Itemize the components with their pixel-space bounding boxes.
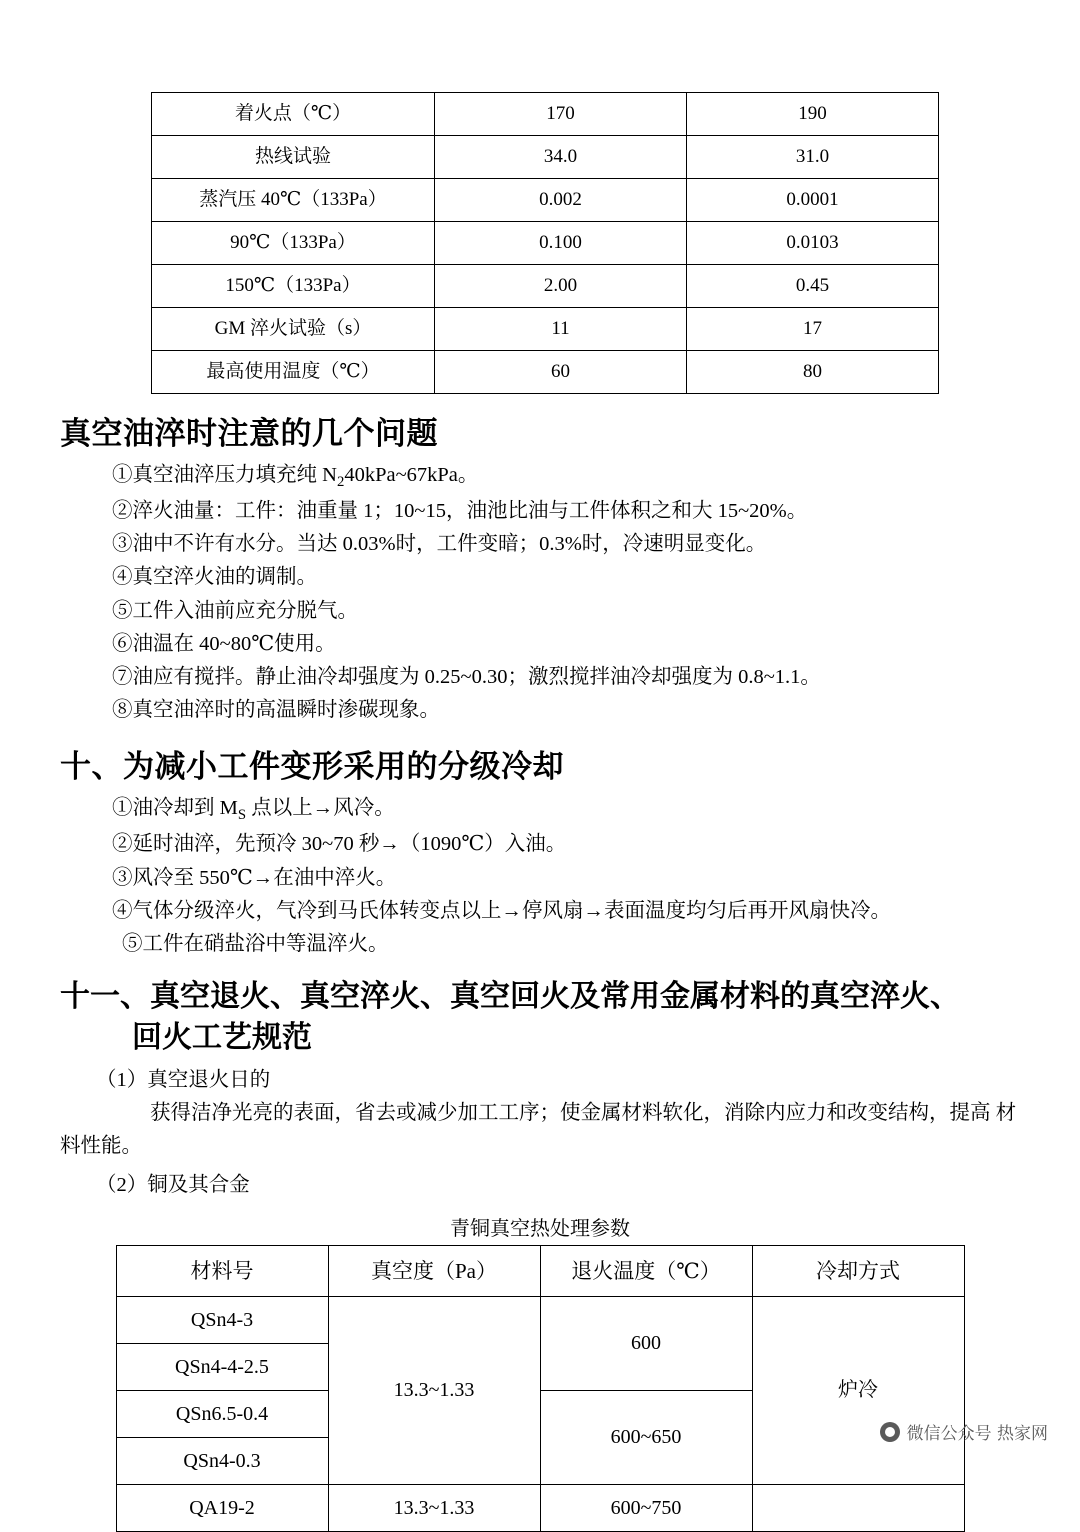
column-header-anneal-temp: 退火温度（℃） (540, 1246, 752, 1297)
watermark-label: 微信公众号 热家网 (906, 1424, 1048, 1444)
table-row (152, 265, 939, 308)
list-item: ④真空淬火油的调制。 (112, 566, 317, 589)
cell-value: 17 (687, 308, 939, 351)
cell-material: QSn4-3 (116, 1297, 328, 1344)
cell-anneal-temp-2: 600~650 (540, 1391, 752, 1485)
column-header-material: 材料号 (116, 1246, 328, 1297)
wechat-icon (880, 1422, 900, 1442)
table-row (152, 179, 939, 222)
watermark (880, 1419, 1048, 1444)
subsection-1-line-2: 材料性能。 (60, 1102, 1017, 1158)
heading-line-2: 回火工艺规范 (132, 1019, 312, 1055)
list-item: ①油冷却到 $M_S$ 点以上→风冷。 (112, 797, 395, 824)
oil-properties-table (151, 92, 939, 394)
subsection-1-label: （1）真空退火日的 (96, 1069, 271, 1092)
table-row (152, 222, 939, 265)
table-row (116, 1485, 964, 1532)
cell-anneal-temp-1: 600 (540, 1297, 752, 1391)
cell-vacuum-merged: 13.3~1.33 (328, 1297, 540, 1485)
list-item: ①真空油淬压力填充纯 $N_240kPa\sim 67kPa$。 (112, 464, 479, 491)
cell-value: 60 (435, 351, 687, 394)
cell-value: 0.002 (435, 179, 687, 222)
cell-label: 最高使用温度（℃） (152, 351, 435, 394)
cell-value: 80 (687, 351, 939, 394)
list-item: ⑥油温在 40~80℃使用。 (112, 632, 336, 655)
bottom-table-caption: 青铜真空热处理参数 (450, 1218, 630, 1241)
list-item: ⑧真空油淬时的高温瞬时渗碳现象。 (112, 699, 440, 722)
cell-material: QSn4-0.3 (116, 1438, 328, 1485)
table-row (152, 136, 939, 179)
subsection-2-label: （2）铜及其合金 (96, 1174, 250, 1197)
heading-line-1: 十一、真空退火、真空淬火、真空回火及常用金属材料的真空淬火、 (60, 979, 960, 1015)
cell-value: 0.0001 (687, 179, 939, 222)
table-row (152, 351, 939, 394)
list-item: ②淬火油量：工件：油重量 1；10~15，油池比油与工件体积之和大 15~20%。 (112, 500, 808, 522)
heading-section-ten: 十、为减小工件变形采用的分级冷却 (60, 749, 564, 786)
cell-value: 0.0103 (687, 222, 939, 265)
cell-material: QA19-2 (116, 1485, 328, 1532)
cell-material: QSn4-4-2.5 (116, 1344, 328, 1391)
table-row (152, 93, 939, 136)
subscript-2: 2 (336, 474, 345, 491)
table-row (152, 308, 939, 351)
list-vacuum-oil-quench (60, 459, 1020, 727)
table-row (116, 1297, 964, 1344)
table-header-row (116, 1246, 964, 1297)
cell-cooling-empty (752, 1485, 964, 1532)
cell-cooling-merged: 炉冷 (752, 1297, 964, 1485)
column-header-cooling: 冷却方式 (752, 1246, 964, 1297)
list-item: ③风冷至 550℃→在油中淬火。 (112, 866, 397, 889)
subsection-1-line-1: 获得洁净光亮的表面，省去或减少加工工序；使金属材料软化，消除内应力和改变结构，提高 (150, 1102, 991, 1125)
cell-value: 2.00 (435, 265, 687, 308)
cell-value: 34.0 (435, 136, 687, 179)
cell-value: 31.0 (687, 136, 939, 179)
cell-label: 着火点（℃） (152, 93, 435, 136)
cell-label: 150℃（133Pa） (152, 265, 435, 308)
list-item: ⑤工件在硝盐浴中等温淬火。 (122, 933, 389, 956)
list-item: ⑦油应有搅拌。静止油冷却强度为 0.25~0.30；激烈搅拌油冷却强度为 0.8~1.1。 (112, 666, 821, 689)
list-item: ③油中不许有水分。当达 0.03%时，工件变暗；0.3%时，冷速明显变化。 (112, 533, 767, 556)
cell-value: 190 (687, 93, 939, 136)
heading-vacuum-oil-quench: 真空油淬时注意的几个问题 (60, 416, 438, 452)
cell-value: 0.45 (687, 265, 939, 308)
list-item: ④气体分级淬火，气冷到马氏体转变点以上→停风扇→表面温度均匀后再开风扇快冷。 (112, 899, 891, 922)
list-item: ⑤工件入油前应充分脱气。 (112, 599, 358, 622)
cell-value: 11 (435, 308, 687, 351)
cell-value: 170 (435, 93, 687, 136)
cell-label: 90℃（133Pa） (152, 222, 435, 265)
subscript-s: S (237, 807, 247, 824)
cell-label: 蒸汽压 40℃（133Pa） (152, 179, 435, 222)
cell-anneal-temp: 600~750 (540, 1485, 752, 1532)
subsection-1-body (60, 1097, 1020, 1163)
list-section-ten (60, 792, 1020, 961)
cell-label: 热线试验 (152, 136, 435, 179)
cell-vacuum: 13.3~1.33 (328, 1485, 540, 1532)
cell-label: GM 淬火试验（s） (152, 308, 435, 351)
cell-value: 0.100 (435, 222, 687, 265)
top-table-container (60, 0, 1020, 394)
bottom-table-container (60, 1245, 1020, 1532)
heading-section-eleven (60, 977, 1020, 1058)
cell-material: QSn6.5-0.4 (116, 1391, 328, 1438)
column-header-vacuum: 真空度（Pa） (328, 1246, 540, 1297)
bronze-vacuum-heat-treatment-table (116, 1245, 965, 1532)
list-item: ②延时油淬，先预冷 30~70 秒→（1090℃）入油。 (112, 833, 567, 856)
